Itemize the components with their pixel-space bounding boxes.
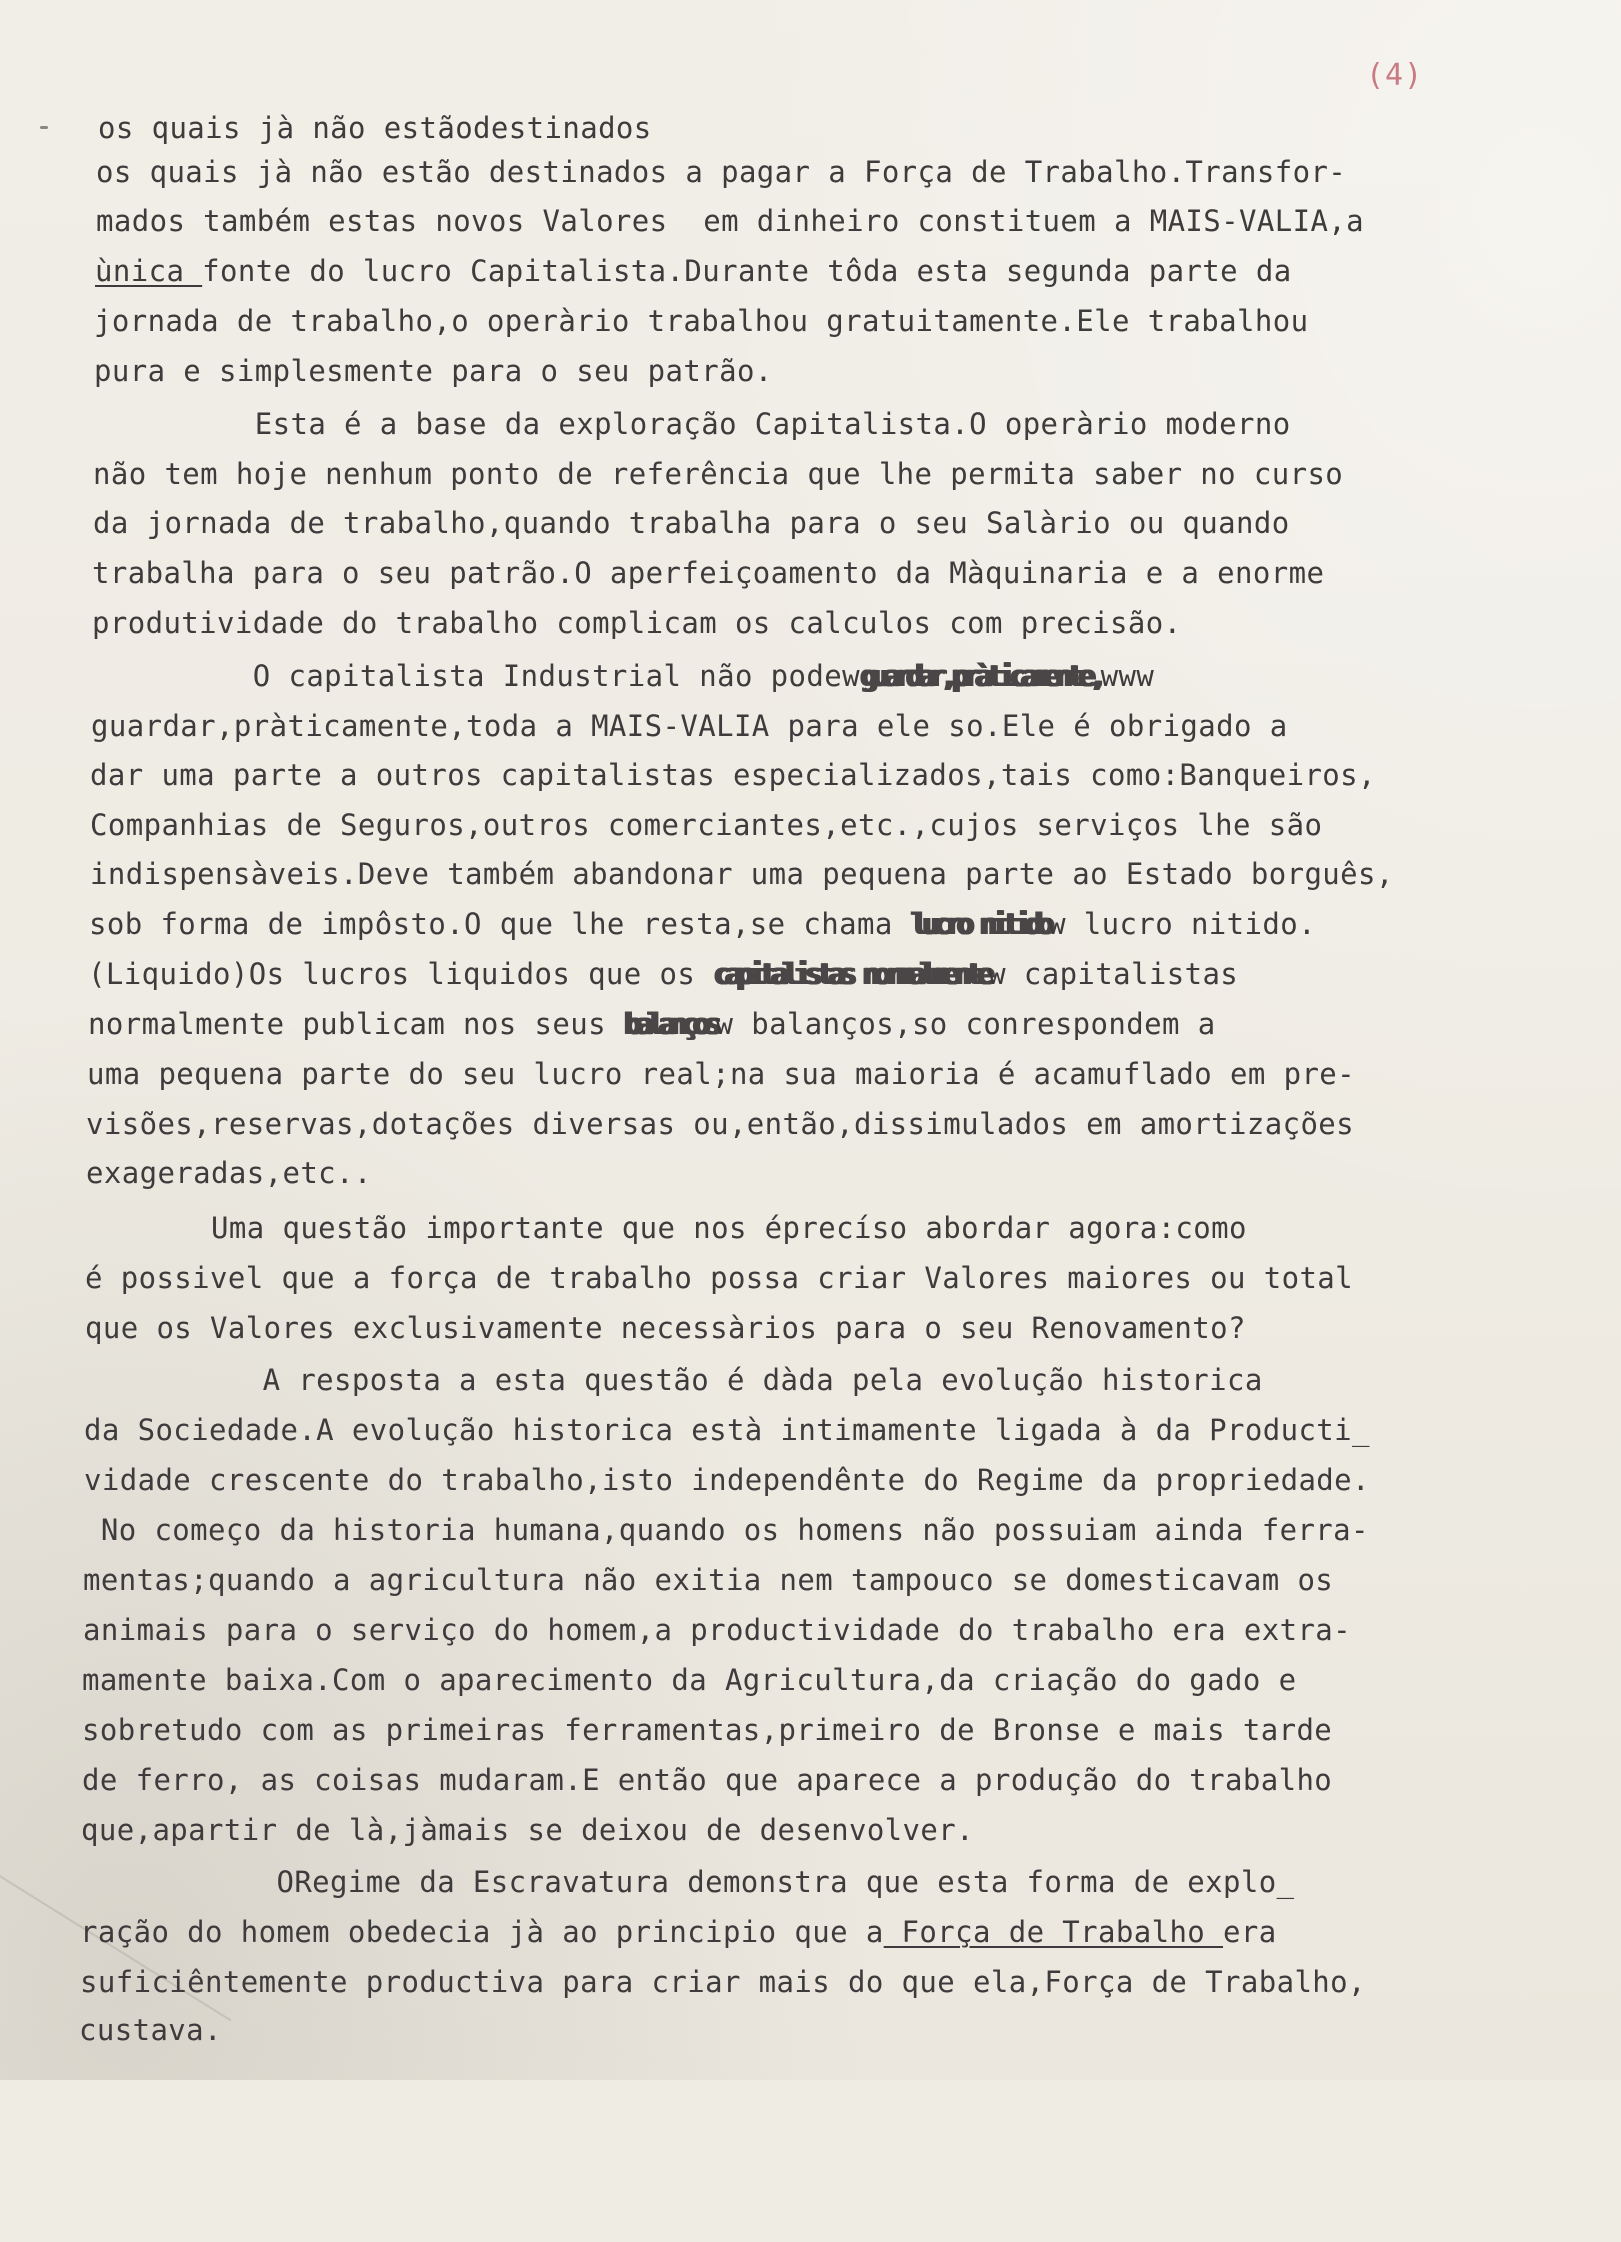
text-line xyxy=(87,1057,1355,1091)
line-text: indispensàveis.Deve também abandonar uma pequena parte ao Estado borguês, xyxy=(90,857,1394,891)
line-text: fonte do lucro Capitalista.Durante tôda esta segunda parte da xyxy=(202,254,1292,288)
text-line xyxy=(95,254,1292,288)
line-text: Uma questão importante que nos éprecíso abordar agora:como xyxy=(86,1211,1247,1245)
text-line xyxy=(80,1965,1366,1999)
line-text: jornada de trabalho,o operàrio trabalhou gratuitamente.Ele trabalhou xyxy=(94,304,1309,338)
line-text: que,apartir de là,jàmais se deixou de desenvolver. xyxy=(81,1813,974,1847)
text-line xyxy=(88,957,1238,991)
text-line xyxy=(92,606,1181,640)
line-text: w capitalistas xyxy=(988,957,1239,991)
line-text: que os Valores exclusivamente necessàrios para o seu Renovamento? xyxy=(85,1311,1246,1345)
line-text: mados também estas novos Valores em dinheiro constituem a MAIS-VALIA,a xyxy=(96,204,1365,238)
line-text: ração do homem obedecia jà ao principio que a xyxy=(80,1915,884,1949)
line-text: pura e simplesmente para o seu patrão. xyxy=(94,354,773,388)
line-text: trabalha para o seu patrão.O aperfeiçoamento da Màquinaria e a enorme xyxy=(92,556,1325,590)
text-line xyxy=(88,1007,1216,1041)
text-line xyxy=(86,1211,1247,1245)
text-line xyxy=(80,1915,1277,1949)
struck-over-text: balanços xyxy=(623,1007,716,1041)
line-text: da Sociedade.A evolução historica està intimamente ligada à da Producti_ xyxy=(84,1413,1370,1447)
text-line xyxy=(91,709,1288,743)
line-text: mamente baixa.Com o aparecimento da Agricultura,da criação do gado e xyxy=(82,1663,1297,1697)
text-line xyxy=(89,907,1316,941)
text-line xyxy=(83,1563,1333,1597)
text-line xyxy=(82,1663,1296,1697)
line-text: www xyxy=(1100,659,1155,693)
text-line xyxy=(86,1107,1354,1141)
line-text: produtividade do trabalho complicam os calculos com precisão. xyxy=(92,606,1182,640)
line-text: vidade crescente do trabalho,isto independênte do Regime da propriedade. xyxy=(84,1463,1370,1497)
text-line xyxy=(82,1763,1332,1797)
line-text: A resposta a esta questão é dàda pela evolução historica xyxy=(84,1363,1263,1397)
line-text: (Liquido)Os lucros liquidos que os xyxy=(88,957,714,991)
line-text: sobretudo com as primeiras ferramentas,primeiro de Bronse e mais tarde xyxy=(82,1713,1333,1747)
line-text: No começo da historia humana,quando os homens não possuiam ainda ferra- xyxy=(83,1513,1369,1547)
struck-over-text: guardar,pràticamente, xyxy=(859,659,1101,693)
line-text: O capitalista Industrial não podew xyxy=(92,659,860,693)
line-text: era xyxy=(1223,1915,1277,1949)
text-line xyxy=(80,1865,1294,1899)
text-line xyxy=(98,111,652,145)
text-line xyxy=(84,1363,1263,1397)
text-line xyxy=(83,1513,1369,1547)
line-text: exageradas,etc.. xyxy=(86,1156,372,1190)
text-line xyxy=(94,304,1308,338)
line-text: suficiêntemente productiva para criar mais do que ela,Força de Trabalho, xyxy=(80,1965,1366,1999)
text-line xyxy=(93,457,1343,491)
line-text: mentas;quando a agricultura não exitia nem tampouco se domesticavam os xyxy=(83,1563,1334,1597)
line-text: w balanços,so conrespondem a xyxy=(715,1007,1216,1041)
line-text: uma pequena parte do seu lucro real;na sua maioria é acamuflado em pre- xyxy=(87,1057,1356,1091)
text-line xyxy=(90,758,1376,792)
text-line xyxy=(86,1156,372,1190)
text-line xyxy=(84,1463,1370,1497)
text-line xyxy=(96,204,1364,238)
text-line xyxy=(84,1413,1370,1447)
line-text: Esta é a base da exploração Capitalista.O operàrio moderno xyxy=(94,407,1291,441)
struck-over-text: lucro nitido xyxy=(910,907,1049,941)
underlined-text: Força de Trabalho xyxy=(883,1915,1224,1949)
line-text: da jornada de trabalho,quando trabalha para o seu Salàrio ou quando xyxy=(93,506,1290,540)
text-line xyxy=(94,407,1291,441)
text-line xyxy=(90,857,1394,891)
line-text: normalmente publicam nos seus xyxy=(88,1007,624,1041)
text-line xyxy=(85,1261,1353,1295)
text-line xyxy=(82,1713,1332,1747)
line-text: os quais jà não estão destinados a pagar a Força de Trabalho.Transfor- xyxy=(96,155,1347,189)
text-line xyxy=(92,659,1154,693)
line-text: não tem hoje nenhum ponto de referência que lhe permita saber no curso xyxy=(93,457,1344,491)
line-text: é possivel que a força de trabalho possa criar Valores maiores ou total xyxy=(85,1261,1354,1295)
text-line xyxy=(79,2013,222,2047)
struck-over-text: capitalistas normalmente xyxy=(713,957,989,991)
line-text: guardar,pràticamente,toda a MAIS-VALIA para ele so.Ele é obrigado a xyxy=(91,709,1288,743)
text-line xyxy=(81,1813,974,1847)
underlined-text: ùnica xyxy=(95,254,203,288)
margin-mark xyxy=(40,126,48,129)
line-text: sob forma de impôsto.O que lhe resta,se chama xyxy=(89,907,911,941)
text-line xyxy=(85,1311,1246,1345)
line-text: visões,reservas,dotações diversas ou,então,dissimulados em amortizações xyxy=(86,1107,1355,1141)
text-line xyxy=(83,1613,1351,1647)
line-text: Companhias de Seguros,outros comerciantes,etc.,cujos serviços lhe são xyxy=(90,808,1323,842)
text-line xyxy=(96,155,1346,189)
line-text: ORegime da Escravatura demonstra que esta forma de explo_ xyxy=(80,1865,1295,1899)
line-text: custava. xyxy=(79,2013,222,2047)
line-text: os quais jà não estãodestinados xyxy=(98,111,652,145)
text-line xyxy=(93,506,1290,540)
text-line xyxy=(94,354,773,388)
text-line xyxy=(90,808,1322,842)
line-text: de ferro, as coisas mudaram.E então que aparece a produção do trabalho xyxy=(82,1763,1333,1797)
line-text: w lucro nitido. xyxy=(1048,907,1316,941)
line-text: dar uma parte a outros capitalistas especializados,tais como:Banqueiros, xyxy=(90,758,1376,792)
text-line xyxy=(92,556,1324,590)
page-number: (4) xyxy=(1366,58,1424,93)
line-text: animais para o serviço do homem,a productividade do trabalho era extra- xyxy=(83,1613,1352,1647)
